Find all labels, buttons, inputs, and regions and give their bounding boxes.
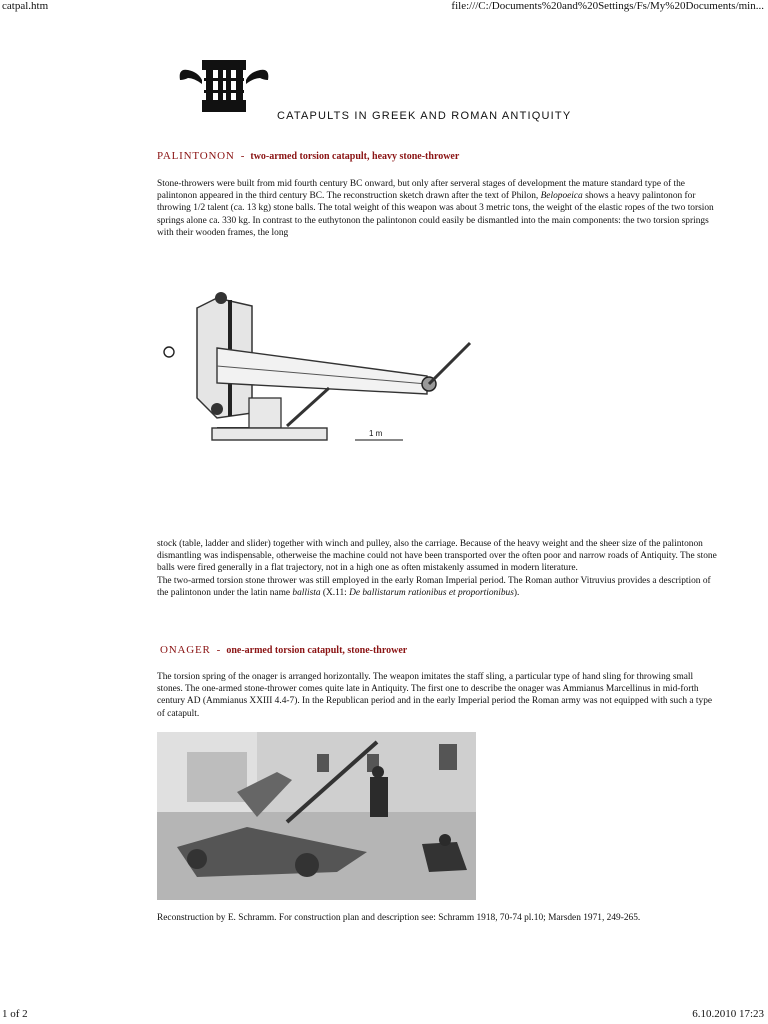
text-run: The two-armed torsion stone thrower was still employed in the early Roman Imperial period. The Roman author Vitruvius provides a description of the palintonon under the latin name [157,575,711,598]
section-dash: - [216,644,221,656]
section-name: ONAGER [160,644,211,656]
text-run: (X.11: [320,587,350,598]
text-run: Reconstruction by E. Schramm. For construction plan and description see: Schramm 1918, 70-74 pl.10; Marsden 1971, 249-265. [157,913,641,923]
section-heading-palintonon [157,150,459,162]
print-datetime: 6.10.2010 17:23 [692,1008,764,1020]
section-heading-onager [160,644,407,656]
section-subtitle: two-armed torsion catapult, heavy stone-thrower [250,151,460,162]
text-run: ). [513,587,520,598]
scale-label: 1 m [369,429,383,438]
section-subtitle: one-armed torsion catapult, stone-thrower [226,645,408,656]
palintonon-paragraph-1 [157,178,717,239]
onager-caption [157,912,697,924]
site-logo-icon [178,58,270,114]
text-run: The torsion spring of the onager is arranged horizontally. The weapon imitates the staff sling, a particular type of hand sling for throwing small stones. The one-armed stone-thrower comes quite late in Antiquity. The first one to describe the onager was Ammianus Marcellinus in mid-forth century AD (Ammianus XXIII 4.4-7). In the Republican period and in the early Imperial period the Roman army was not equipped with such a type of catapult. [157,672,713,719]
latin-title: De ballistarum rationibus et proportionibus [349,587,514,598]
book-title: Belopoeica [540,191,583,202]
latin-term: ballista [292,587,321,598]
onager-reconstruction-photo [157,732,476,900]
print-footer [0,1008,768,1022]
section-dash: - [240,150,245,162]
page-title: CATAPULTS IN GREEK AND ROMAN ANTIQUITY [277,110,572,122]
header-path: file:///C:/Documents%20and%20Settings/Fs/My%20Documents/min... [451,0,764,12]
onager-paragraph-1 [157,671,717,720]
palintonon-paragraph-2 [157,538,717,599]
palintonon-sketch [157,288,489,448]
text-run: shows a heavy palintonon for throwing 1/2 talent (ca. 13 kg) stone balls. The total weight of this weapon was about 3 metric tons, the weight of the elastic ropes of the two torsion springs alone ca. 330 kg. In contrast to the euthytonon the palintonon could easily be dismantled into the main components: the two torsion springs with their wooden frames, the long [157,191,714,238]
text-run: Stone-throwers were built from mid fourth century BC onward, but only after serveral stages of development the mature standard type of the palintonon appeared in the third century BC. The reconstruction sketch drawn after the text of Philon, [157,179,685,202]
print-header [0,0,768,14]
page-count: 1 of 2 [2,1008,28,1020]
section-name: PALINTONON [157,150,235,162]
header-filename: catpal.htm [2,0,49,12]
text-run: stock (table, ladder and slider) together with winch and pulley, also the carriage. Because of the heavy weight and the sheer size of the palintonon dismantling was indispensable, otherweise the machine could not have been transported over the often poor and narrow roads of Antiquity. The stone balls were fired generally in a flat trajectory, not in a high one as often mistakenly assumed in modern literature. [157,539,717,574]
